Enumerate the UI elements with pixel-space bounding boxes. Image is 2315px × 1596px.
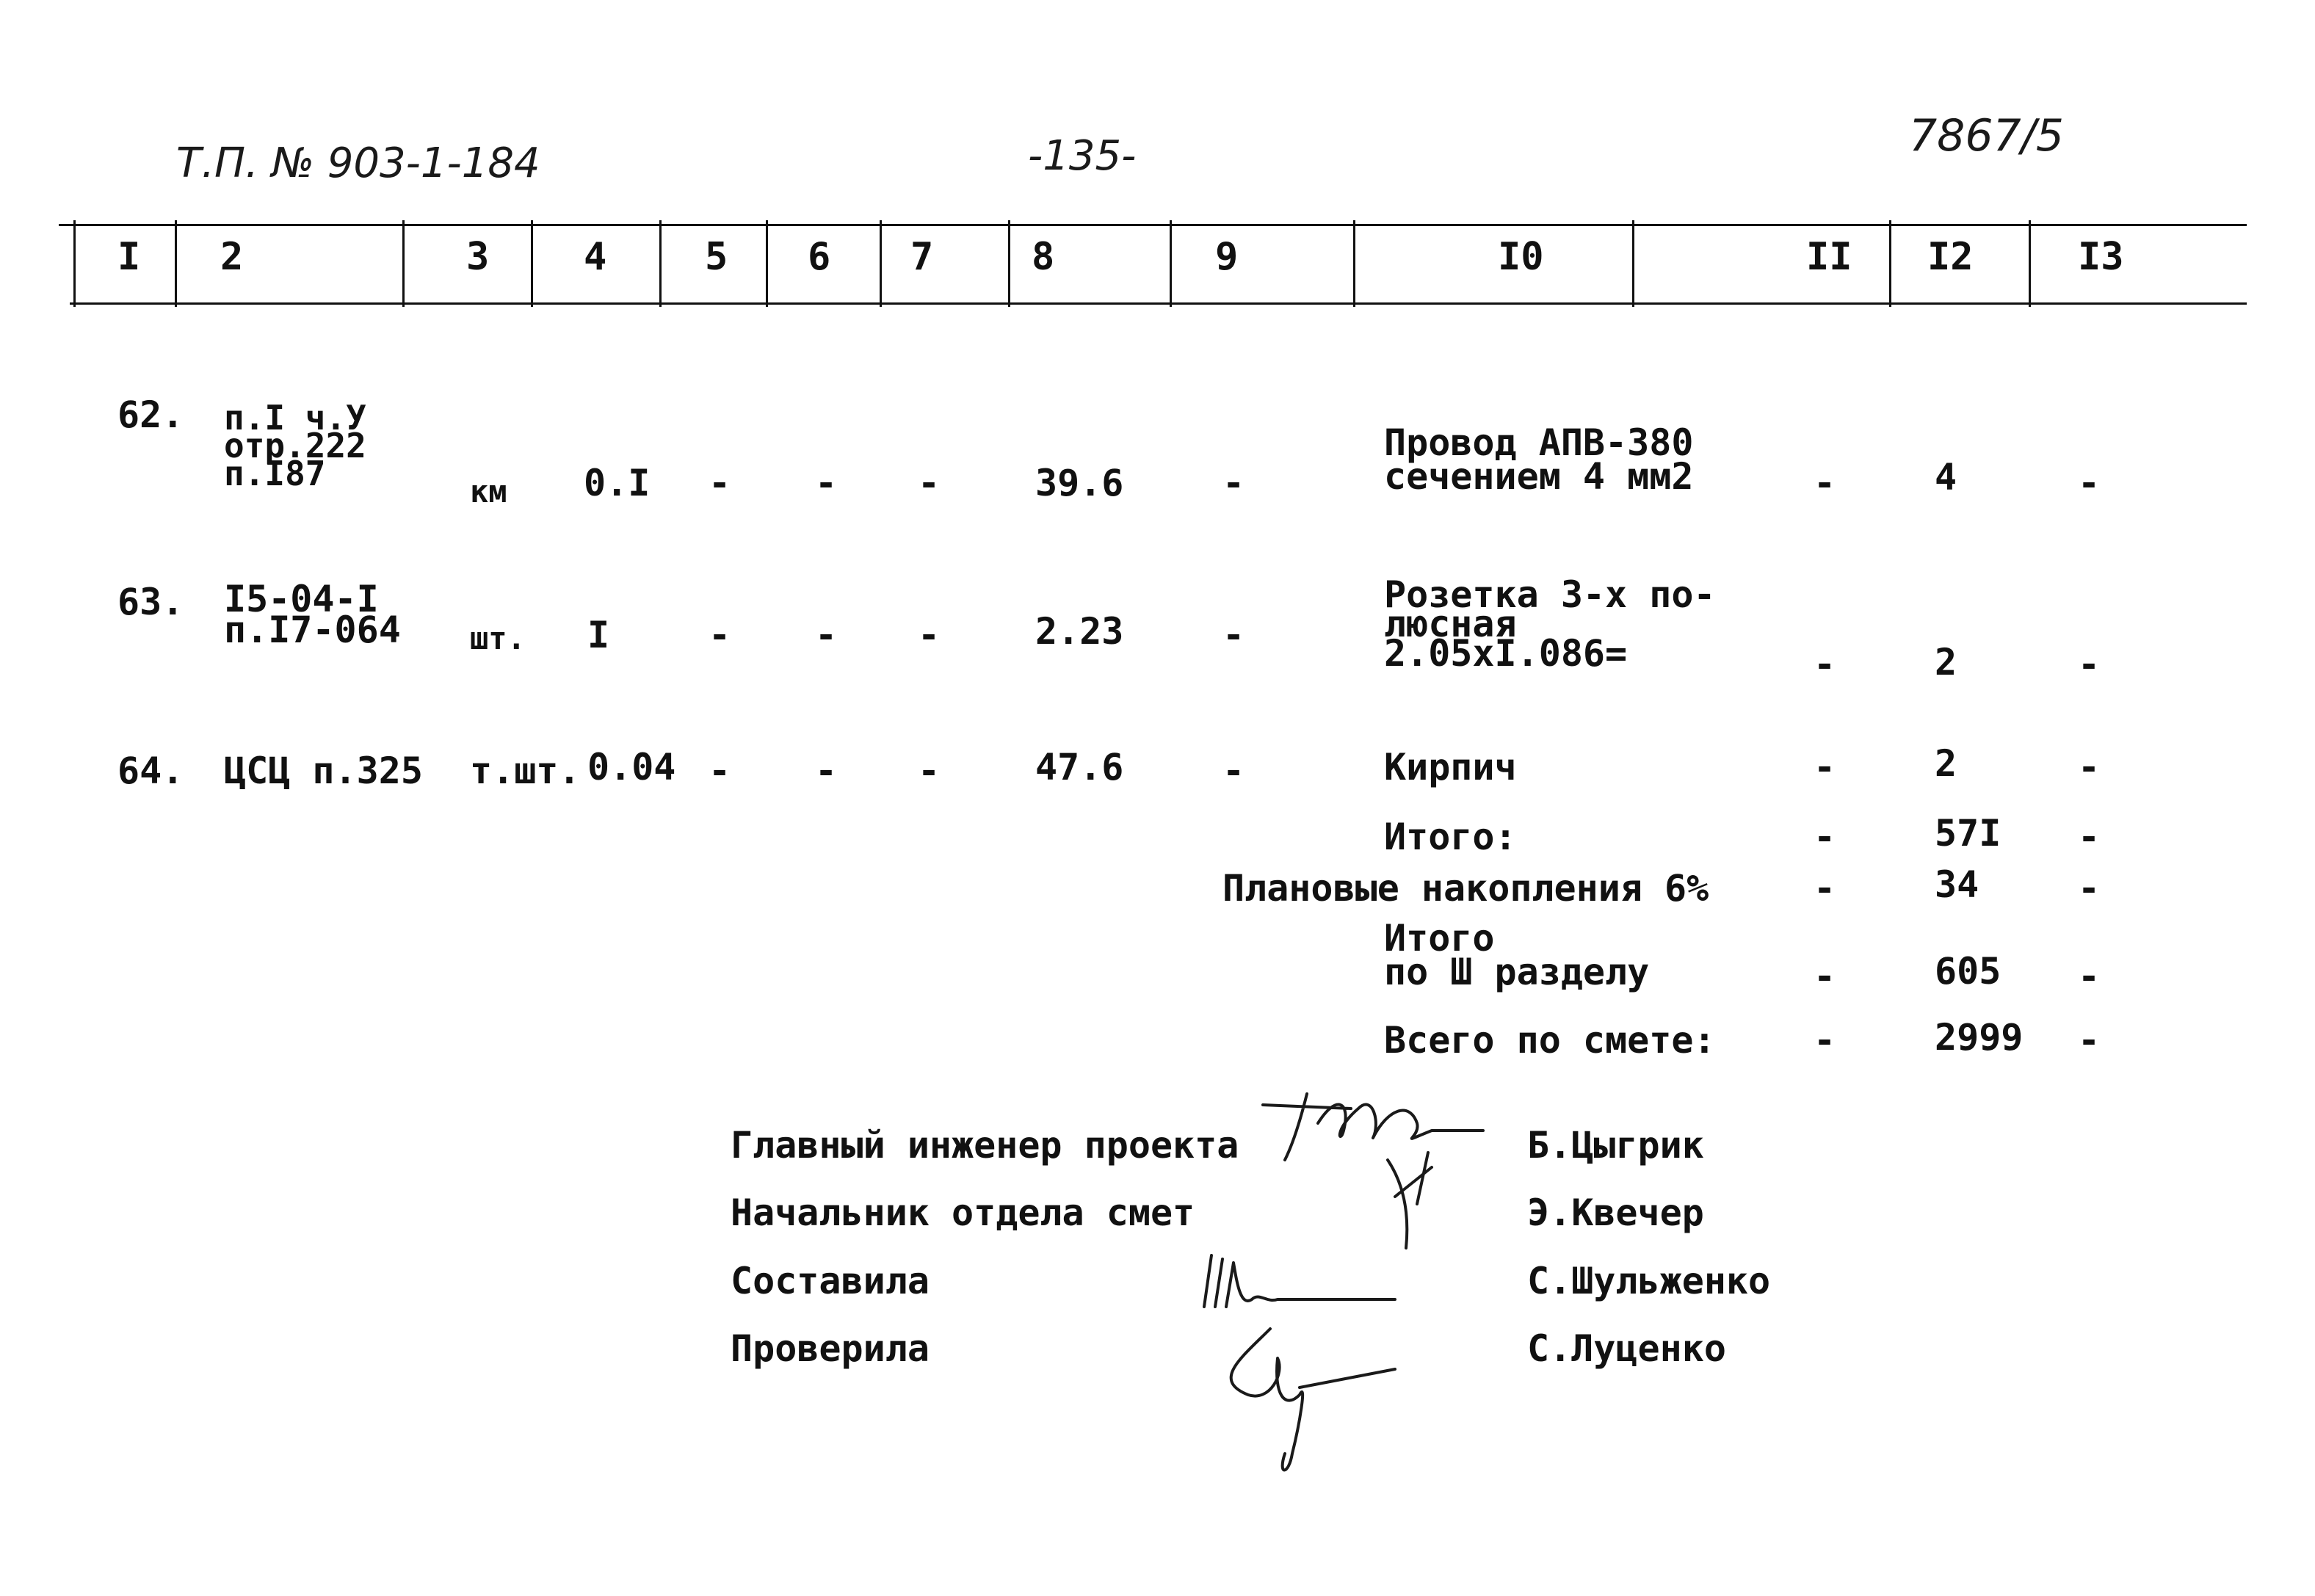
total-label: Итого по Ш разделу bbox=[1384, 917, 1650, 993]
project-number: Т.П. № 903-1-184 bbox=[176, 139, 540, 187]
row-name: Провод АПВ-380 сечением 4 мм2 bbox=[1384, 421, 1694, 498]
row-code: I5-04-I п.I7-064 bbox=[224, 578, 401, 651]
signature-name: Э.Квечер bbox=[1527, 1191, 1704, 1234]
total-col13: - bbox=[2078, 955, 2101, 998]
total-label: Всего по смете: bbox=[1384, 1019, 1716, 1062]
row-price: 2.23 bbox=[1035, 610, 1124, 653]
row-col11: - bbox=[1814, 462, 1836, 504]
total-col12: 2999 bbox=[1935, 1016, 2024, 1059]
total-col11: - bbox=[1814, 816, 1836, 858]
row-col6: - bbox=[815, 614, 838, 656]
column-header: 7 bbox=[910, 235, 934, 279]
column-header: 6 bbox=[808, 235, 831, 279]
row-price: 39.6 bbox=[1035, 462, 1124, 504]
row-name: Кирпич bbox=[1384, 746, 1517, 788]
row-col6: - bbox=[815, 462, 838, 504]
row-unit: км bbox=[470, 474, 507, 509]
row-col7: - bbox=[918, 462, 941, 504]
row-col12: 4 bbox=[1935, 456, 1957, 498]
row-col7: - bbox=[918, 614, 941, 656]
total-col13: - bbox=[2078, 867, 2101, 910]
row-unit: т.шт. bbox=[470, 750, 581, 792]
header-top-rule bbox=[59, 224, 2247, 226]
column-divider bbox=[659, 220, 662, 307]
column-divider bbox=[1353, 220, 1355, 307]
row-number: 63. bbox=[117, 581, 184, 623]
column-divider bbox=[766, 220, 768, 307]
row-col7: - bbox=[918, 750, 941, 792]
handwritten-signature bbox=[1263, 1079, 1512, 1270]
total-col12: 57I bbox=[1935, 812, 2001, 855]
signature-role: Проверила bbox=[731, 1327, 930, 1370]
column-header: I3 bbox=[2078, 235, 2124, 279]
row-name: Розетка 3-х по- люсная 2.05xI.086= bbox=[1384, 573, 1716, 675]
row-col5: - bbox=[709, 462, 731, 504]
column-header: 3 bbox=[466, 235, 490, 279]
total-col12: 34 bbox=[1935, 863, 1979, 906]
row-qty: 0.I bbox=[584, 462, 651, 504]
total-col12: 605 bbox=[1935, 950, 2001, 993]
signature-role: Главный инженер проекта bbox=[731, 1124, 1239, 1167]
row-col13: - bbox=[2078, 746, 2101, 788]
signature-role: Начальник отдела смет bbox=[731, 1191, 1195, 1234]
column-header: 2 bbox=[220, 235, 244, 279]
page-number: -135- bbox=[1028, 132, 1137, 180]
column-header: I bbox=[117, 235, 141, 279]
row-unit: шт. bbox=[470, 620, 526, 656]
column-divider bbox=[73, 220, 76, 307]
signature-name: С.Шульженко bbox=[1527, 1260, 1771, 1302]
column-divider bbox=[880, 220, 882, 307]
total-col13: - bbox=[2078, 816, 2101, 858]
signature-role: Составила bbox=[731, 1260, 930, 1302]
column-divider bbox=[1632, 220, 1634, 307]
total-col11: - bbox=[1814, 867, 1836, 910]
column-header: II bbox=[1806, 235, 1852, 279]
row-price: 47.6 bbox=[1035, 746, 1124, 788]
row-col9: - bbox=[1222, 750, 1245, 792]
row-qty: I bbox=[587, 614, 610, 656]
column-header: I2 bbox=[1927, 235, 1974, 279]
row-col9: - bbox=[1222, 614, 1245, 656]
signature-name: С.Луценко bbox=[1527, 1327, 1726, 1370]
row-number: 64. bbox=[117, 750, 184, 792]
row-col5: - bbox=[709, 750, 731, 792]
total-label: Плановые накопления 6% bbox=[1222, 867, 1709, 910]
row-number: 62. bbox=[117, 393, 184, 436]
handwritten-signature bbox=[1219, 1314, 1424, 1483]
document-code: 7867/5 bbox=[1909, 110, 2065, 162]
column-header: I0 bbox=[1498, 235, 1544, 279]
handwritten-signature bbox=[1197, 1248, 1402, 1321]
total-col11: - bbox=[1814, 955, 1836, 998]
column-header: 9 bbox=[1215, 235, 1239, 279]
row-col12: 2 bbox=[1935, 641, 1957, 683]
column-header: 5 bbox=[705, 235, 728, 279]
row-col13: - bbox=[2078, 462, 2101, 504]
column-divider bbox=[2029, 220, 2031, 307]
row-col9: - bbox=[1222, 462, 1245, 504]
signature-name: Б.Цыгрик bbox=[1527, 1124, 1704, 1167]
total-label: Итого: bbox=[1384, 816, 1517, 858]
column-divider bbox=[175, 220, 177, 307]
column-header: 4 bbox=[584, 235, 607, 279]
column-divider bbox=[1889, 220, 1891, 307]
column-divider bbox=[402, 220, 405, 307]
total-col13: - bbox=[2078, 1019, 2101, 1062]
column-divider bbox=[1170, 220, 1172, 307]
column-header: 8 bbox=[1032, 235, 1055, 279]
row-code: ЦСЦ п.325 bbox=[224, 750, 423, 792]
row-col5: - bbox=[709, 614, 731, 656]
row-col13: - bbox=[2078, 643, 2101, 686]
column-divider bbox=[531, 220, 533, 307]
column-divider bbox=[1008, 220, 1010, 307]
row-code: п.I ч.У отр.222 п.I87 bbox=[224, 398, 366, 493]
row-col11: - bbox=[1814, 746, 1836, 788]
row-col12: 2 bbox=[1935, 742, 1957, 785]
row-qty: 0.04 bbox=[587, 746, 676, 788]
header-bottom-rule bbox=[70, 302, 2247, 305]
total-col11: - bbox=[1814, 1019, 1836, 1062]
row-col11: - bbox=[1814, 643, 1836, 686]
row-col6: - bbox=[815, 750, 838, 792]
